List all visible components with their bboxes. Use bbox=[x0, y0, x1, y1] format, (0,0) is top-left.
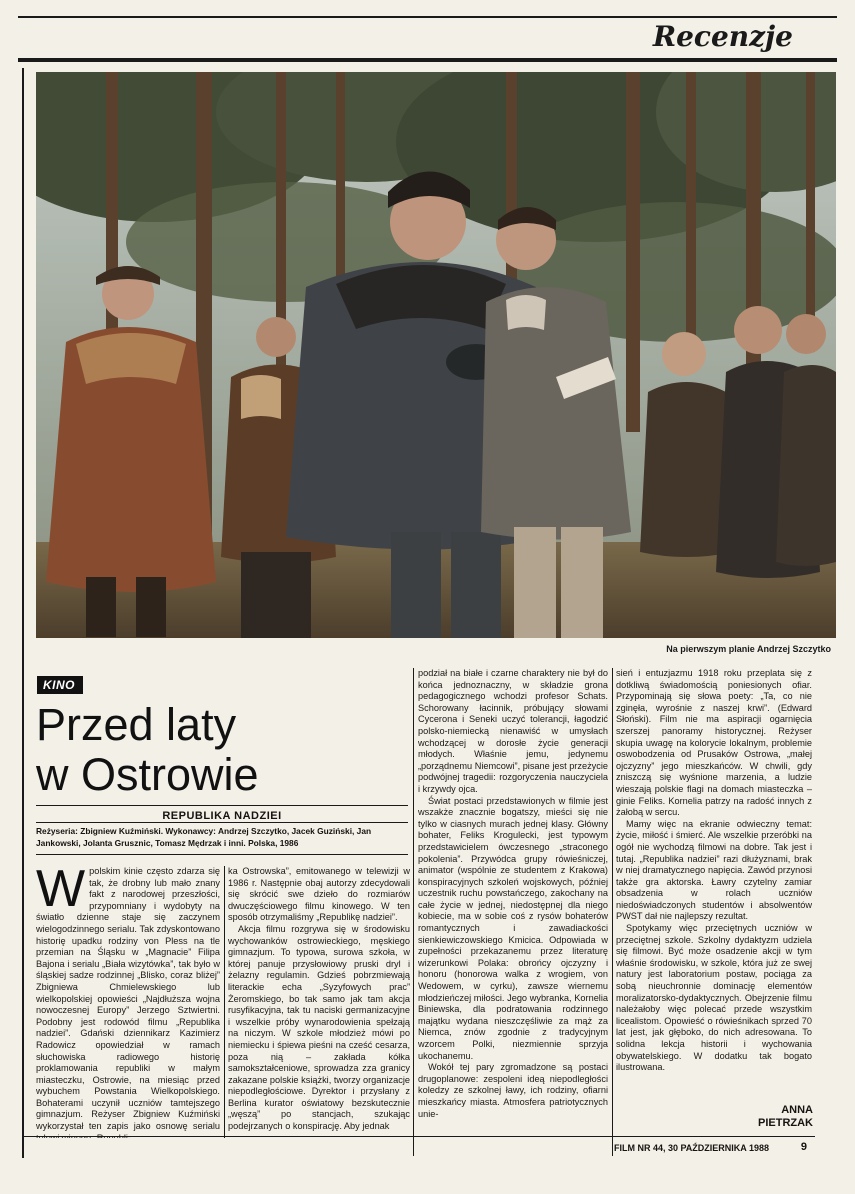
credits-rule bbox=[36, 854, 408, 855]
headline-line-1: Przed laty bbox=[36, 699, 237, 750]
paragraph: Spotykamy więc przeciętnych uczniów w przeciętnej szkole. Szkolny dydaktyzm udziela się filmowi. Być może osadzenie akcji w tym właśnie środowisku, w szkole, która już ze swej natury jest laboratorium postaw, pociąga za sobą nieuchronnie dominację elementów moralizatorsko-dydaktycznych. Obejrzenie filmu należałoby więc polecać przede wszystkim licealistom. Opowieść o rówieśnikach sprzed 70 lat jest, jak głęboko, do nich adresowana. To solidna lekcja historii i wychowania obywatelskiego. W dodatku tak bogato ilustrowana. bbox=[616, 923, 812, 1073]
paragraph: sień i entuzjazmu 1918 roku przeplata się z dotkliwą świadomością poniesionych ofiar. Przypominają się słowa poety: „Ta, co nie zginęła, wyrośnie z naszej krwi”. (Edward Słoński). Film nie ma aspiracji ogarnięcia szerszej panoramy historycznej. Reżyser skupia uwagę na kolorycie lokalnym, problemie oswobodzenia od Prusaków Ostrowa, „małej ojczyzny” jego mieszkańców. W chwili, gdy zniszczą się wyśnione marzenia, a ludzie wieszają polskie flagi na domach miasteczka – ginie Feliks. Kornelia patrzy na radość innych z żałobą w sercu. bbox=[616, 668, 812, 818]
paragraph: polskim kinie często zdarza się tak, że drobny lub mało znany fakt z narodowej przeszłości, przypomniany i wydobyty na światło dzienne staje się zaczynem wielogodzinnego serialu. Tak zdyskontowano historię upadku rodziny von Pless na tle przemian na Śląsku w „Magnacie” Filipa Bajona i serialu „Biała wizytówka”, tak było w śląskiej sadze rodzinnej „Blisko, coraz bliżej” Zbigniewa Chmielewskiego lub wielkopolskiej opowieści „Najdłuższa wojna nowoczesnej Europy” Jerzego Sztwiertni. Podobny jest rodowód filmu „Republika nadziei”. Gdański dziennikarz Kazimierz Radowicz opowiedział w ramach słuchowiska radiowego historię proklamowania republiki w małym miasteczku, Ostrowie, na miesiąc przed wybuchem Powstania Wielkopolskiego. Bohaterami uczynił uczniów tamtejszego gimnazjum. Reżyser Zbigniew Kuźmiński wykorzystał ten zapis jako osnowę serialu bbox=[36, 866, 220, 1132]
title-rule-top bbox=[36, 805, 408, 806]
column-divider bbox=[612, 668, 613, 1156]
photo-caption: Na pierwszym planie Andrzej Szczytko bbox=[666, 644, 831, 654]
article-column-3 bbox=[418, 668, 608, 1156]
page-number: 9 bbox=[800, 1141, 807, 1153]
paragraph: Mamy więc na ekranie odwieczny temat: życie, miłość i śmierć. Ale wszelkie przeróbki na ogół nie wychodzą filmowi na dobre. Tak jest i tutaj. „Republika nadziei” razi dłużyznami, brak w niej dramatycznego napięcia. Zawód przynosi także gra aktorska. Ławry czytelny zamiar obsadzenia w rolach uczniów niedoświadczonych studentów i absolwentów PWST dał nie najlepszy rezultat. bbox=[616, 818, 812, 922]
paragraph: Akcja filmu rozgrywa się w środowisku wychowanków ostrowieckiego, męskiego gimnazjum. To typowa, surowa szkoła, w której panuje przysłowiowy pruski dryl i żelazny regulamin. Gdzieś pobrzmiewają literackie echa „Syzyfowych prac” Żeromskiego, bo tak samo jak tam akcja rusyfikacyjna, tak tu naciski germanizacyjne i wszelkie próby wynarodowienia spełzają na niczym. W szkole młodzież mówi po niemiecku i śpiewa pieśni na cześć cesarza, poza nią – zakłada kółka samokształceniowe, sprowadza zza granicy zakazane polskie książki, tworzy organizacje niepodległościowe. Dyrektor i przysłany z Berlina kurator oświatowy bezskutecznie „węszą” po stancjach, szukając podejrzanych o konspirację. Aby jednak bbox=[228, 923, 410, 1132]
film-still-photo bbox=[36, 72, 836, 638]
drop-cap: W bbox=[36, 866, 86, 918]
author-last-name: PIETRZAK bbox=[758, 1117, 813, 1129]
paragraph: podział na białe i czarne charaktery nie był do końca jednoznaczny, w składzie grona pedagogicznego wchodzi profesor Schats. Schorowany łacinnik, próbujący słowami Cycerona i Seneki uczyć tolerancji, łagodzić polsko-niemiecką nienawiść w umysłach wchodzącej w dorosłe życie generacji młodych. Właśnie jemu, jedynemu „porządnemu Niemcowi”, pisane jest przeżycie podwójnej tragedii: rozgoryczenia nauczyciela i krzywdy ojca. bbox=[418, 668, 608, 794]
article-headline bbox=[36, 700, 356, 800]
column-divider bbox=[224, 866, 225, 1138]
headline-line-2: w Ostrowie bbox=[36, 749, 259, 800]
paragraph: Świat postaci przedstawionych w filmie jest wszakże znacznie bogatszy, mieści się nie tylko w ciasnych murach jednej klasy. Główny bohater, Feliks Krogulecki, jest typowym przedstawicielem ówczesnego „straconego pokolenia”. Przywódca grupy rówieśniczej, animator (wspólnie ze studentem z Krakowa) konspiracyjnych szkoleń wojskowych, później uczestnik ruchu powstańczego, zakochany na całe życie w jednej, niedostępnej dla niego kobiecie, ma w sobie coś z rysów bohaterów romantycznych i zawadiackości sienkiewiczowskiego Kmicica. Odpowiada w zupełności przekazanemu przez literaturę wizerunkowi Polaka: obrońcy ojczyzny i honoru (honorowa walka z wrogiem, von Wedowem, w cyrku), zawsze wiernemu młodzieńczej miłości. Jego wybranka, Kornelia Biniewska, dla podratowania rodzinnego majątku wydana nieszczęśliwie za mąż za Niemca, znów zgodnie z tradycyjnym wzorcem Polki, niezmiennie sprzyja ukochanemu. bbox=[418, 795, 608, 1061]
paragraph: ka Ostrowska”, emitowanego w telewizji w 1986 r. Następnie obaj autorzy zdecydowali się skrócić swe dzieło do rozmiarów dwuczęściowego filmu kinowego. W ten sposób otrzymaliśmy „Republikę nadziei”. bbox=[228, 866, 410, 923]
article-column-1 bbox=[36, 866, 220, 1138]
issue-info: FILM NR 44, 30 PAŹDZIERNIKA 1988 bbox=[613, 1143, 769, 1153]
section-title: Recenzje bbox=[652, 20, 793, 53]
category-label: KINO bbox=[37, 676, 83, 694]
left-margin-rule bbox=[22, 68, 24, 1158]
footer-rule bbox=[24, 1136, 815, 1137]
film-title: REPUBLIKA NADZIEI bbox=[162, 810, 282, 822]
author-first-name: ANNA bbox=[781, 1104, 813, 1116]
film-credits: Reżyseria: Zbigniew Kuźmiński. Wykonawcy: Andrzej Szczytko, Jacek Guziński, Jan Jankowski, Jolanta Grusznic, Tomasz Mędrzak i inni. Polska, 1986 bbox=[36, 826, 372, 848]
article-column-2 bbox=[228, 866, 410, 1138]
column-divider bbox=[413, 668, 414, 1156]
title-rule-bottom bbox=[36, 822, 408, 823]
author-byline bbox=[758, 1104, 813, 1130]
header-rule bbox=[18, 58, 837, 62]
paragraph: Wokół tej pary zgromadzone są postaci drugoplanowe: zespoleni ideą niepodległości koledzy ze szkolnej ławy, ich rodziny, ofiarni mieszkańcy miasta. Atmosfera patriotycznych unie- bbox=[418, 1062, 608, 1119]
film-still-illustration bbox=[36, 72, 836, 638]
top-rule bbox=[18, 16, 837, 18]
article-column-4 bbox=[616, 668, 812, 1108]
